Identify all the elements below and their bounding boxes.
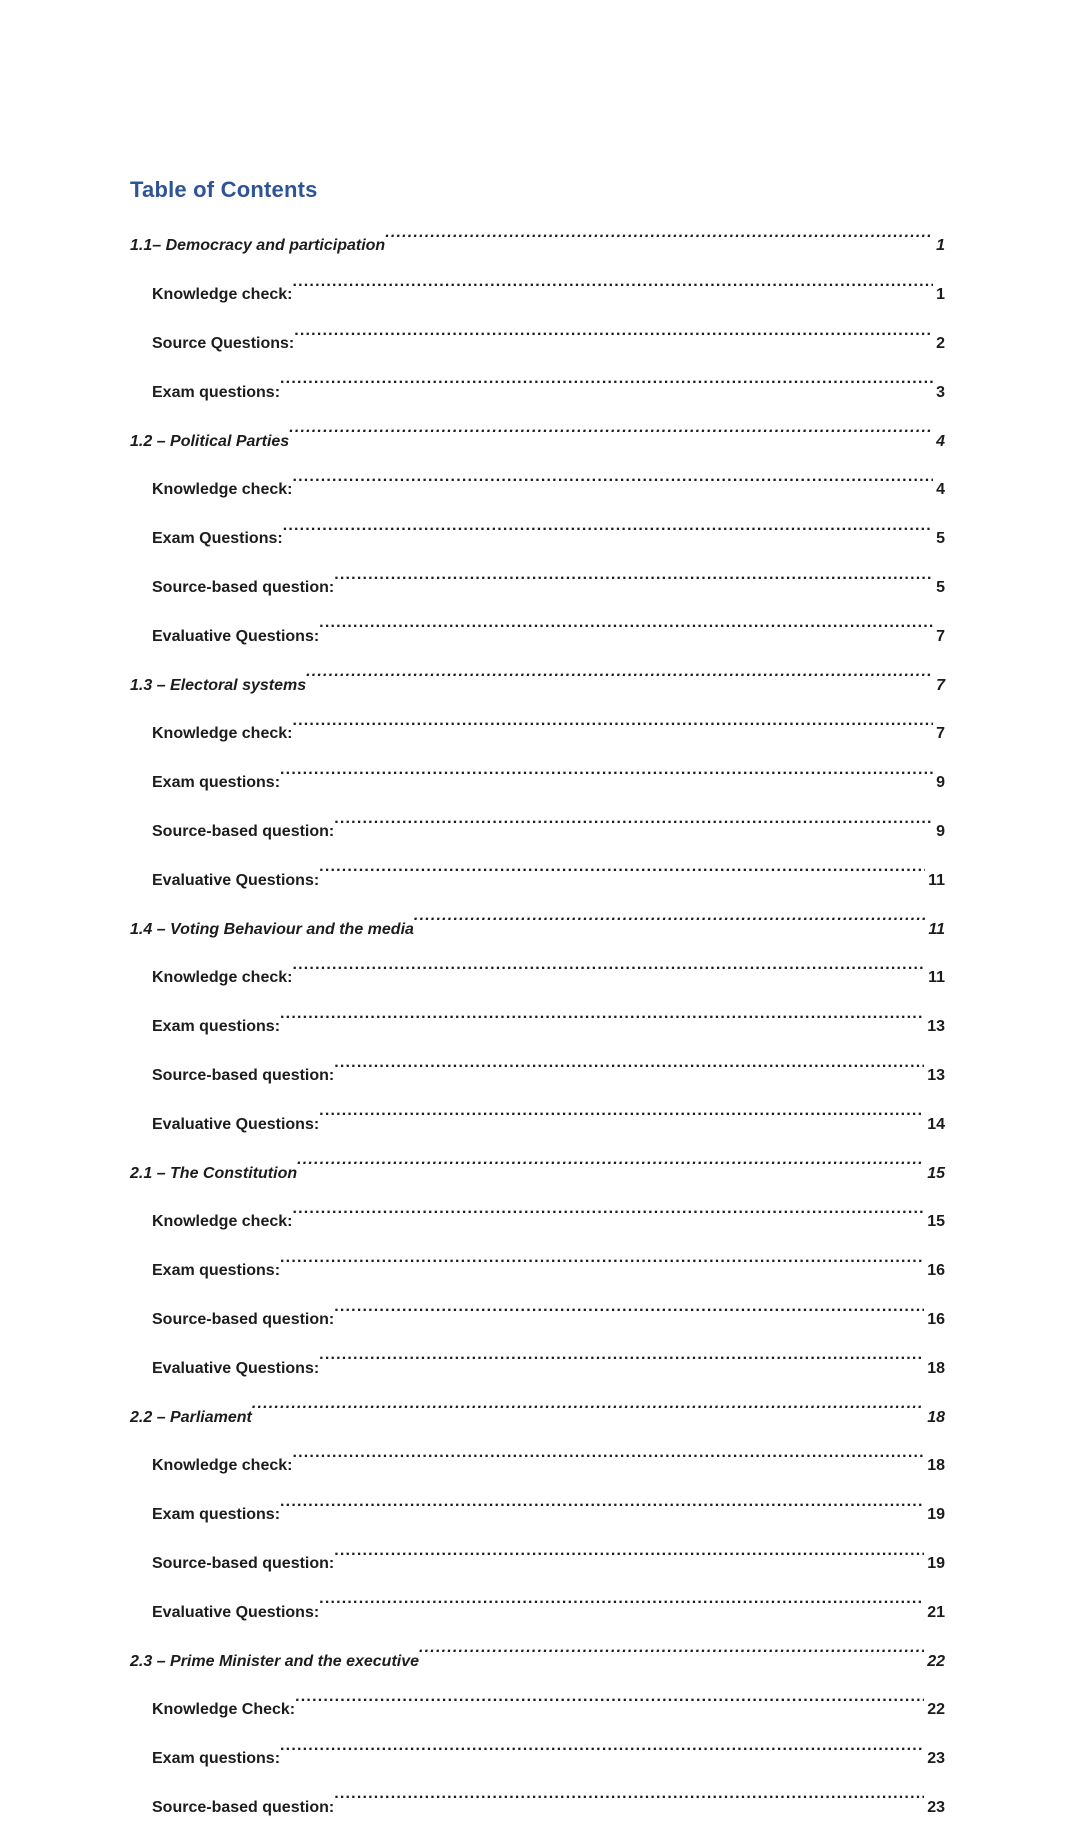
toc-entry-label: Evaluative Questions: [152, 1595, 319, 1630]
toc-dot-leader [334, 557, 933, 592]
toc-entry[interactable] [130, 1484, 945, 1533]
toc-dot-leader [283, 508, 933, 543]
toc-dot-leader [297, 1142, 924, 1177]
toc-entry-label: Knowledge check: [152, 716, 292, 751]
toc-entry-label: 2.1 – The Constitution [130, 1156, 297, 1191]
toc-entry-label: 1.3 – Electoral systems [130, 668, 306, 703]
toc-entry-label: Exam Questions: [152, 521, 283, 556]
toc-list [130, 215, 945, 1825]
toc-entry-label: Evaluative Questions: [152, 1107, 319, 1142]
toc-dot-leader [385, 215, 933, 250]
toc-entry-label: Knowledge check: [152, 472, 292, 507]
toc-entry[interactable] [130, 1386, 945, 1435]
toc-entry-page-number: 1 [933, 228, 945, 263]
toc-entry-page-number: 18 [924, 1351, 945, 1386]
toc-entry-label: Exam questions: [152, 1253, 280, 1288]
toc-entry[interactable] [130, 1581, 945, 1630]
toc-entry[interactable] [130, 1630, 945, 1679]
toc-entry[interactable] [130, 1435, 945, 1484]
toc-dot-leader [294, 313, 933, 348]
toc-entry[interactable] [130, 898, 945, 947]
toc-entry[interactable] [130, 996, 945, 1045]
toc-entry-label: Exam questions: [152, 375, 280, 410]
toc-entry-page-number: 13 [924, 1009, 945, 1044]
toc-dot-leader [292, 947, 925, 982]
toc-dot-leader [334, 1777, 924, 1812]
toc-dot-leader [319, 1337, 924, 1372]
toc-entry[interactable] [130, 1240, 945, 1289]
toc-entry-page-number: 22 [924, 1692, 945, 1727]
toc-dot-leader [414, 898, 925, 933]
toc-entry-page-number: 5 [933, 570, 945, 605]
toc-entry-label: Source-based question: [152, 1790, 334, 1825]
toc-dot-leader [280, 361, 933, 396]
toc-entry-label: Source-based question: [152, 570, 334, 605]
toc-dot-leader [319, 849, 925, 884]
toc-entry-page-number: 21 [924, 1595, 945, 1630]
toc-entry-label: Knowledge check: [152, 1448, 292, 1483]
toc-entry[interactable] [130, 654, 945, 703]
toc-entry-page-number: 7 [933, 716, 945, 751]
toc-entry-label: Source-based question: [152, 1058, 334, 1093]
toc-entry[interactable] [130, 410, 945, 459]
page-title: Table of Contents [130, 176, 945, 204]
toc-entry-page-number: 3 [933, 375, 945, 410]
toc-entry[interactable] [130, 264, 945, 313]
toc-entry-page-number: 19 [924, 1497, 945, 1532]
toc-dot-leader [334, 1533, 924, 1568]
toc-entry-label: 1.4 – Voting Behaviour and the media [130, 912, 414, 947]
toc-entry-label: Evaluative Questions: [152, 1351, 319, 1386]
toc-entry[interactable] [130, 947, 945, 996]
toc-entry-page-number: 2 [933, 326, 945, 361]
toc-entry-page-number: 5 [933, 521, 945, 556]
toc-entry[interactable] [130, 703, 945, 752]
toc-entry[interactable] [130, 801, 945, 850]
toc-entry-label: Source-based question: [152, 1302, 334, 1337]
toc-entry-label: Evaluative Questions: [152, 863, 319, 898]
toc-entry-label: Source Questions: [152, 326, 294, 361]
toc-entry-page-number: 9 [933, 814, 945, 849]
toc-entry-page-number: 4 [933, 424, 945, 459]
toc-entry-page-number: 9 [933, 765, 945, 800]
toc-entry-page-number: 19 [924, 1546, 945, 1581]
toc-entry-page-number: 16 [924, 1302, 945, 1337]
toc-entry-page-number: 13 [924, 1058, 945, 1093]
toc-entry-label: 2.3 – Prime Minister and the executive [130, 1644, 419, 1679]
toc-entry-page-number: 18 [924, 1448, 945, 1483]
toc-entry-page-number: 7 [933, 619, 945, 654]
toc-entry-page-number: 23 [924, 1790, 945, 1825]
toc-entry-page-number: 7 [933, 668, 945, 703]
toc-entry[interactable] [130, 1533, 945, 1582]
toc-entry[interactable] [130, 1728, 945, 1777]
toc-entry-page-number: 4 [933, 472, 945, 507]
toc-dot-leader [292, 264, 933, 299]
toc-entry-label: 1.2 – Political Parties [130, 424, 289, 459]
toc-dot-leader [252, 1386, 924, 1421]
toc-entry[interactable] [130, 1337, 945, 1386]
toc-dot-leader [292, 459, 933, 494]
toc-entry-page-number: 11 [925, 960, 945, 995]
toc-dot-leader [334, 1289, 924, 1324]
toc-entry-page-number: 16 [924, 1253, 945, 1288]
toc-dot-leader [319, 605, 933, 640]
toc-dot-leader [280, 1484, 924, 1519]
toc-entry-page-number: 1 [933, 277, 945, 312]
toc-entry-label: Exam questions: [152, 1497, 280, 1532]
toc-entry-page-number: 11 [925, 863, 945, 898]
toc-entry-label: Exam questions: [152, 765, 280, 800]
toc-entry-label: Exam questions: [152, 1741, 280, 1776]
toc-dot-leader [295, 1679, 924, 1714]
toc-entry-label: 2.2 – Parliament [130, 1400, 252, 1435]
toc-dot-leader [319, 1581, 924, 1616]
toc-dot-leader [280, 1728, 924, 1763]
toc-entry-label: Knowledge Check: [152, 1692, 295, 1727]
toc-entry[interactable] [130, 1679, 945, 1728]
toc-entry-label: Source-based question: [152, 1546, 334, 1581]
toc-entry[interactable] [130, 1777, 945, 1825]
toc-entry[interactable] [130, 313, 945, 362]
toc-dot-leader [334, 1045, 924, 1080]
toc-dot-leader [334, 801, 933, 836]
toc-dot-leader [292, 1191, 924, 1226]
toc-entry[interactable] [130, 508, 945, 557]
toc-entry-label: Knowledge check: [152, 277, 292, 312]
toc-entry-page-number: 14 [924, 1107, 945, 1142]
toc-entry[interactable] [130, 849, 945, 898]
toc-entry-page-number: 23 [924, 1741, 945, 1776]
toc-dot-leader [280, 752, 933, 787]
toc-entry-label: 1.1– Democracy and participation [130, 228, 385, 263]
toc-entry[interactable] [130, 1142, 945, 1191]
toc-entry[interactable] [130, 215, 945, 264]
toc-entry-label: Evaluative Questions: [152, 619, 319, 654]
toc-entry[interactable] [130, 752, 945, 801]
toc-dot-leader [280, 1240, 924, 1275]
toc-entry[interactable] [130, 605, 945, 654]
toc-entry[interactable] [130, 459, 945, 508]
toc-entry-label: Exam questions: [152, 1009, 280, 1044]
toc-entry-label: Source-based question: [152, 814, 334, 849]
toc-entry[interactable] [130, 1093, 945, 1142]
toc-dot-leader [319, 1093, 924, 1128]
toc-dot-leader [292, 1435, 924, 1470]
toc-entry-page-number: 15 [924, 1156, 945, 1191]
toc-dot-leader [289, 410, 933, 445]
toc-entry-label: Knowledge check: [152, 1204, 292, 1239]
toc-entry[interactable] [130, 557, 945, 606]
toc-dot-leader [292, 703, 933, 738]
toc-entry-page-number: 15 [924, 1204, 945, 1239]
toc-dot-leader [280, 996, 924, 1031]
toc-entry[interactable] [130, 1191, 945, 1240]
toc-entry[interactable] [130, 1045, 945, 1094]
toc-entry-page-number: 22 [924, 1644, 945, 1679]
toc-dot-leader [306, 654, 933, 689]
toc-dot-leader [419, 1630, 924, 1665]
toc-entry-page-number: 18 [924, 1400, 945, 1435]
toc-entry[interactable] [130, 1289, 945, 1338]
toc-entry-page-number: 11 [925, 912, 945, 947]
toc-entry-label: Knowledge check: [152, 960, 292, 995]
toc-entry[interactable] [130, 361, 945, 410]
